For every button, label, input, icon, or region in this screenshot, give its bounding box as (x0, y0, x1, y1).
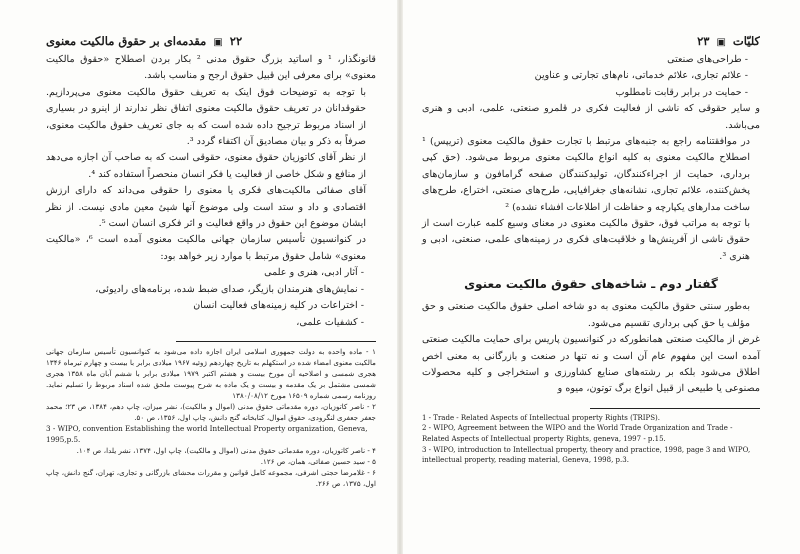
ornament-icon: ▣ (213, 37, 223, 48)
footnote: ۲ - ناصر کاتوزیان، دوره مقدماتی حقوق مدنی (اموال و مالکیت)، نشر میزان، چاپ دهم، ۱۳۸۴، ص ۲۳؛ محمد جعفر جعفری لنگرودی، حقوق اموال، کتابخانه گنج دانش، چاپ اول، ۱۳۵۶، ص ۵۰. (46, 401, 376, 422)
left-running-header (46, 34, 376, 52)
paragraph: از نظر آقای کاتوزیان حقوق معنوی، حقوقی است که به صاحب آن اجازه می‌دهد از منافع و شکل خاصی از فعالیت یا فکر انسان منحصراً استفاده کند ⁴. (46, 152, 366, 180)
footnote: ۱ - ماده واحده به دولت جمهوری اسلامی ایران اجازه داده می‌شود به کنوانسیون تأسیس سازمان جهانی مالکیت معنوی امضاء شده در استکهلم به تاریخ چهاردهم ژوئیه ۱۹۶۷ میلادی برابر با بیست و چهارم تیرماه ۱۳۴۶ هجری شمسی و اصلاحیه آن مورخ بیست و هشتم اکتبر ۱۹۷۹ میلادی برابر با ششم آبان ماه ۱۳۵۸ هجری شمسی مشتمل بر یک مقدمه و بیست و یک ماده به شرح پیوست ملحق شده اسناد مربوط را تسلیم نماید. روزنامه رسمی شماره ۱۶۵۰۹ مورخ ۱۳۸۰/۰۸/۱۲ (46, 346, 376, 400)
footnote: 1 - Trade - Related Aspects of Intellectual property Rights (TRIPS). (422, 413, 660, 422)
paragraph: غرض از مالکیت صنعتی همانطورکه در کنوانسیون پاریس برای حمایت مالکیت صنعتی آمده است این مفهوم عام آن است و نه تنها در صنعت و بازرگانی به معنی اخص اطلاق می‌شود بلکه بر رشته‌های صنایع کشاورزی و استخراجی و کلیه محصولات مصنوعی یا طبیعی از قبیل انواع برگ توتون، میوه و (422, 334, 760, 395)
footnote-rule (176, 341, 376, 342)
paragraph: و سایر حقوقی که ناشی از فعالیت فکری در قلمرو صنعتی، علمی، ادبی و هنری می‌باشد. (422, 103, 760, 131)
running-title: مقدمه‌ای بر حقوق مالکیت معنوی (46, 34, 207, 48)
paragraph: با توجه به مراتب فوق، حقوق مالکیت معنوی در معنای وسیع کلمه عبارت است از حقوق ناشی از آفرینش‌ها و خلاقیت‌های فکری در زمینه‌های علمی، صنعتی، ادبی و هنری ³. (422, 218, 750, 262)
footnote: 3 - WIPO, convention Establishing the world Intellectual Property organization, Geneva, 1995,p.5. (46, 423, 368, 444)
wipo-list (46, 265, 376, 331)
running-title: کلیّات (732, 34, 760, 48)
paragraph: قانونگذار، ¹ و اساتید بزرگ حقوق مدنی ² بکار بردن اصطلاح «حقوق مالکیت معنوی» برای معرفی این قبیل حقوق ارجح و مناسب باشد. (46, 54, 376, 82)
section-title: گفتار دوم ـ شاخه‌های حقوق مالکیت معنوی (464, 277, 718, 292)
paragraph: در کنوانسیون تأسیس سازمان جهانی مالکیت معنوی آمده است ⁶، «مالکیت معنوی» شامل حقوق مرتبط با موارد زیر خواهد بود: (46, 234, 366, 262)
list-item: - طراحی‌های صنعتی (667, 54, 748, 65)
list-item: - نمایش‌های هنرمندان بازیگر، صدای ضبط شده، برنامه‌های رادیوئی، (95, 283, 364, 295)
right-running-header (422, 34, 760, 52)
list-item: - حمایت در برابر رقابت نامطلوب (615, 86, 748, 98)
page-number: ۲۲ (229, 34, 243, 48)
footnote: ۴ - ناصر کاتوزیان، دوره مقدماتی حقوق مدنی (اموال و مالکیت)، چاپ اول، ۱۳۷۴، نشر یلدا، ص ۱۰۴. (76, 445, 376, 455)
list-item: - آثار ادبی، هنری و علمی (264, 267, 364, 279)
paragraph: در موافقتنامه راجع به جنبه‌های مرتبط با تجارت حقوق مالکیت معنوی (تریپس) ¹ اصطلاح مالکیت معنوی به کلیه انواع مالکیت معنوی مربوط می‌شود. (حق کپی برداری، حمایت از اجراءکنندگان، تولیدکنندگان صفحه گرامافون و سازمان‌های پخش‌کننده، علائم تجاری، نشانه‌های جغرافیایی، طرح‌های صنعتی، اختراع، طرح‌های ساخت مدارهای یکپارچه و حفاظت از اطلاعات افشاء نشده) ² (422, 136, 750, 213)
left-footnotes (46, 346, 376, 489)
footnote: 2 - WIPO, Agreement between the WIPO and the World Trade Organization and Trade - Related Aspects of Intellectual property Rights, geneva, 1997 - p.15. (422, 424, 733, 443)
right-page (400, 0, 800, 554)
page-number: ۲۳ (697, 34, 710, 48)
ornament-icon: ▣ (716, 37, 726, 48)
footnote: 3 - WIPO, introduction to Intellectual property, theory and practice, 1998, page 3 and WIPO, intellectual property, reading material, Geneva, 1998, p.3. (422, 445, 751, 465)
footnote: ۵ - سید حسین صفائی، همان، ص ۱۲۶. (260, 456, 376, 466)
list-item: - کشفیات علمی، (296, 316, 364, 328)
list-item: - علائم تجاری، علائم خدماتی، نام‌های تجارتی و عناوین (534, 70, 748, 82)
footnote-rule (590, 408, 760, 409)
right-body (422, 52, 760, 398)
paragraph: با توجه به توضیحات فوق اینک به تعریف حقوق مالکیت معنوی می‌پردازیم. حقوقدانان در تعریف حقوق مالکیت معنوی اتفاق نظر ندارند از اینرو در بسیاری از اسناد مربوط ترجیح داده شده است که به جای تعریف حقوق مالکیت معنوی، صرفاً به ذکر و بیان مصادیق آن اکتفاء گردد ³. (46, 86, 366, 148)
footnote: ۶ - غلامرضا حجتی اشرفی، مجموعه کامل قوانین و مقررات محشای بازرگانی و تجاری، تهران، گنج دانش، چاپ اول، ۱۳۷۵، ص ۲۶۶. (46, 467, 376, 488)
wipo-list-continued (422, 52, 760, 101)
list-item: - اختراعات در کلیه زمینه‌های فعالیت انسان (193, 300, 364, 312)
left-body (46, 52, 376, 331)
paragraph: به‌طور سنتی حقوق مالکیت معنوی به دو شاخه اصلی حقوق مالکیت صنعتی و حق مؤلف یا حق کپی برداری تقسیم می‌شود. (422, 301, 750, 329)
paragraph: آقای صفائی مالکیت‌های فکری یا معنوی را حقوقی می‌داند که دارای ارزش اقتصادی و داد و ستد است ولی موضوع آنها شیئ معین مادی نیست. از نظر ایشان موضوع این حقوق در واقع فعالیت و اثر فکری انسان است ⁵. (46, 185, 366, 230)
right-footnotes (422, 413, 760, 466)
